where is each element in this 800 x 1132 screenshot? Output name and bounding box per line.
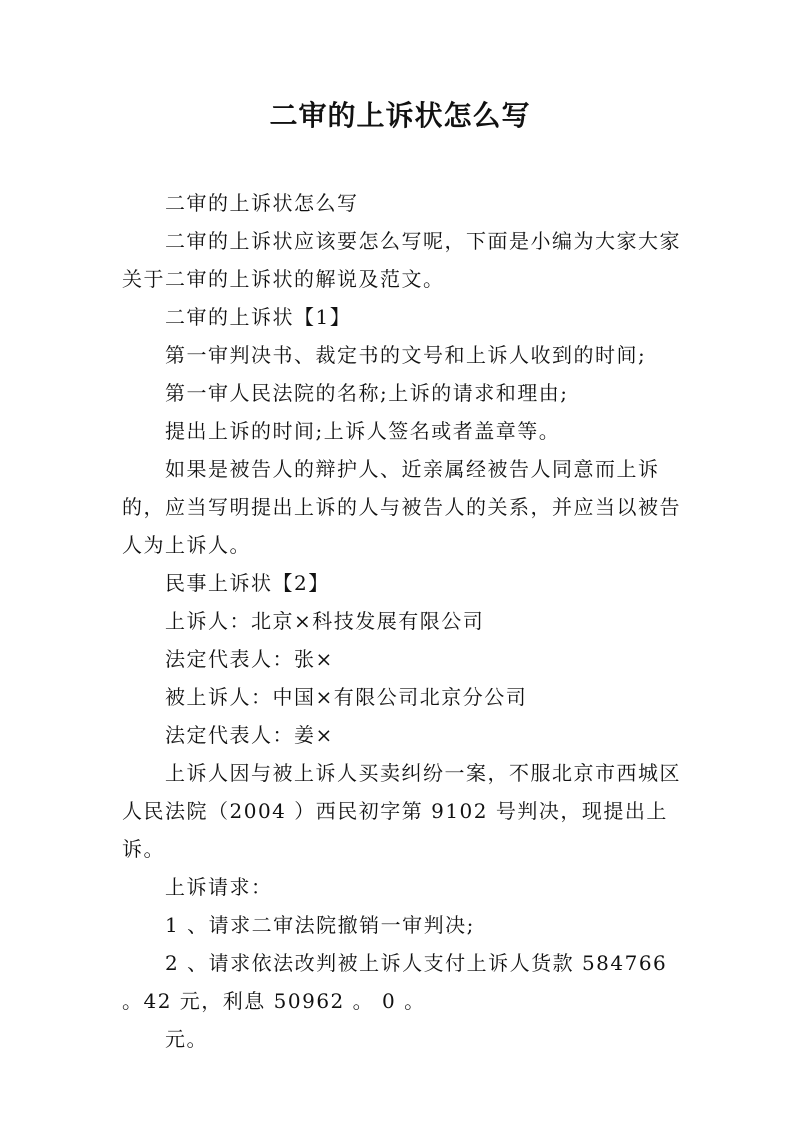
paragraph: 如果是被告人的辩护人、近亲属经被告人同意而上诉的，应当写明提出上诉的人与被告人的关系，并应当以被告人为上诉人。 <box>122 457 681 557</box>
paragraph: 2 、请求依法改判被上诉人支付上诉人货款 584766 。42 元，利息 50962 。 0 。 <box>122 951 668 1013</box>
paragraph: 二审的上诉状怎么写 <box>165 191 359 215</box>
paragraph: 二审的上诉状应该要怎么写呢，下面是小编为大家大家关于二审的上诉状的解说及范文。 <box>122 229 681 291</box>
paragraph: 第一审人民法院的名称;上诉的请求和理由; <box>165 381 569 405</box>
paragraph: 1 、请求二审法院撤销一审判决; <box>165 913 475 937</box>
paragraph: 上诉请求： <box>165 875 273 899</box>
paragraph: 法定代表人：张× <box>165 647 334 671</box>
paragraph: 第一审判决书、裁定书的文号和上诉人收到的时间; <box>165 343 647 367</box>
document-body <box>122 184 682 1058</box>
document-title: 二审的上诉状怎么写 <box>269 99 531 132</box>
paragraph: 上诉人：北京×科技发展有限公司 <box>165 609 485 633</box>
paragraph: 法定代表人：姜× <box>165 723 334 747</box>
paragraph: 被上诉人：中国×有限公司北京分公司 <box>165 685 528 709</box>
paragraph: 提出上诉的时间;上诉人签名或者盖章等。 <box>165 419 561 443</box>
paragraph: 二审的上诉状【1】 <box>165 305 352 329</box>
paragraph: 民事上诉状【2】 <box>165 571 330 595</box>
paragraph: 元。 <box>165 1027 208 1051</box>
paragraph: 上诉人因与被上诉人买卖纠纷一案，不服北京市西城区人民法院（2004 ）西民初字第 9102 号判决，现提出上诉。 <box>122 761 681 861</box>
